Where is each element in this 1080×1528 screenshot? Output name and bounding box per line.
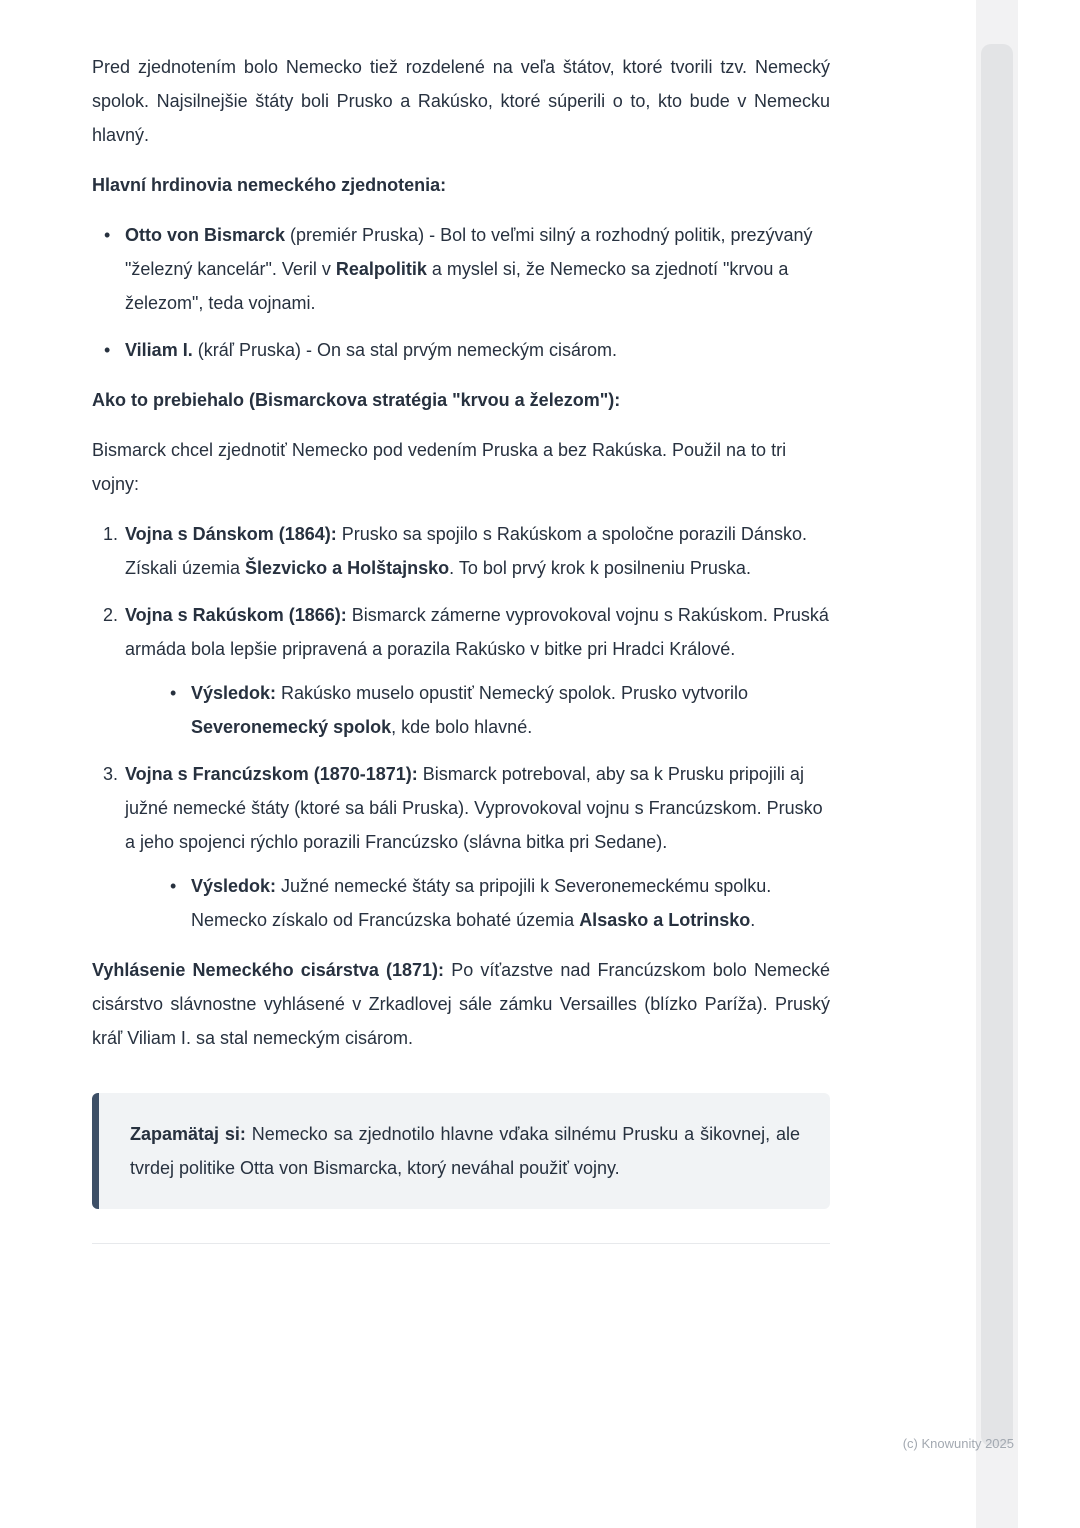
heading-strategy: Ako to prebiehalo (Bismarckova stratégia "krvou a železom"): — [92, 390, 621, 410]
heroes-list — [92, 218, 830, 367]
wars-list — [92, 517, 830, 937]
bullet-marker: • — [170, 683, 177, 703]
number-marker: 1. — [103, 524, 119, 544]
list-item-text — [125, 757, 830, 937]
list-item-result — [158, 676, 830, 744]
list-item-bismarck — [92, 218, 830, 320]
list-item-result — [158, 869, 830, 937]
list-item-text — [125, 598, 830, 744]
bullet-marker: • — [104, 340, 111, 360]
list-item-war-austria — [92, 598, 830, 744]
strategy-intro-paragraph: Bismarck chcel zjednotiť Nemecko pod vedením Pruska a bez Rakúska. Použil na to tri vojny: — [92, 440, 787, 494]
list-item-viliam — [92, 333, 830, 367]
document-content — [92, 0, 830, 1244]
remember-callout — [92, 1093, 830, 1209]
footer-copyright: (c) Knowunity 2025 — [902, 1436, 1014, 1451]
heading-heroes: Hlavní hrdinovia nemeckého zjednotenia: — [92, 175, 447, 195]
list-item-text: Viliam I. (kráľ Pruska) - On sa stal prvým nemeckým cisárom. — [125, 340, 618, 360]
list-item-war-france — [92, 757, 830, 937]
list-item-text: Výsledok: Južné nemecké štáty sa pripojili k Severonemeckému spolku. Nemecko získalo od Francúzska bohaté územia Alsasko a Lotrinsko. — [191, 876, 772, 930]
callout-text: Zapamätaj si: Nemecko sa zjednotilo hlavne vďaka silnému Prusku a šikovnej, ale tvrdej politike Otta von Bismarcka, ktorý neváhal použiť vojny. — [130, 1124, 800, 1178]
number-marker: 3. — [103, 764, 119, 784]
war-description: Vojna s Rakúskom (1866): Bismarck zámerne vyprovokoval vojnu s Rakúskom. Pruská armáda bola lepšie pripravená a porazila Rakúsko v bitke pri Hradci Králové. — [125, 605, 829, 659]
war-description: Vojna s Francúzskom (1870-1871): Bismarck potreboval, aby sa k Prusku pripojili aj južné nemecké štáty (ktoré sa báli Pruska). Vyprovokoval vojnu s Francúzskom. Prusko a jeho spojenci rýchlo porazili Francúzsko (slávna bitka pri Sedane). — [125, 764, 823, 852]
bullet-marker: • — [104, 225, 111, 245]
list-item-war-denmark — [92, 517, 830, 585]
bullet-marker: • — [170, 876, 177, 896]
list-item-text: Otto von Bismarck (premiér Pruska) - Bol to veľmi silný a rozhodný politik, prezývaný "železný kancelár". Veril v Realpolitik a myslel si, že Nemecko sa zjednotí "krvou a železom", teda vojnami. — [125, 225, 813, 313]
number-marker: 2. — [103, 605, 119, 625]
proclamation-paragraph: Vyhlásenie Nemeckého cisárstva (1871): Po víťazstve nad Francúzskom bolo Nemecké cisárstvo slávnostne vyhlásené v Zrkadlovej sále zámku Versailles (blízko Paríža). Pruský kráľ Viliam I. sa stal nemeckým cisárom. — [92, 960, 830, 1048]
scrollbar-track[interactable] — [976, 0, 1018, 1528]
divider — [92, 1243, 830, 1244]
scrollbar-thumb[interactable] — [981, 44, 1013, 1446]
list-item-text: Výsledok: Rakúsko muselo opustiť Nemecký spolok. Prusko vytvorilo Severonemecký spolok, kde bolo hlavné. — [191, 683, 748, 737]
result-sublist — [158, 676, 830, 744]
intro-paragraph: Pred zjednotením bolo Nemecko tiež rozdelené na veľa štátov, ktoré tvorili tzv. Nemecký spolok. Najsilnejšie štáty boli Prusko a Rakúsko, ktoré súperili o to, kto bude v Nemecku hlavný. — [92, 57, 830, 145]
result-sublist — [158, 869, 830, 937]
list-item-text: Vojna s Dánskom (1864): Prusko sa spojilo s Rakúskom a spoločne porazili Dánsko. Získali územia Šlezvicko a Holštajnsko. To bol prvý krok k posilneniu Pruska. — [125, 524, 807, 578]
